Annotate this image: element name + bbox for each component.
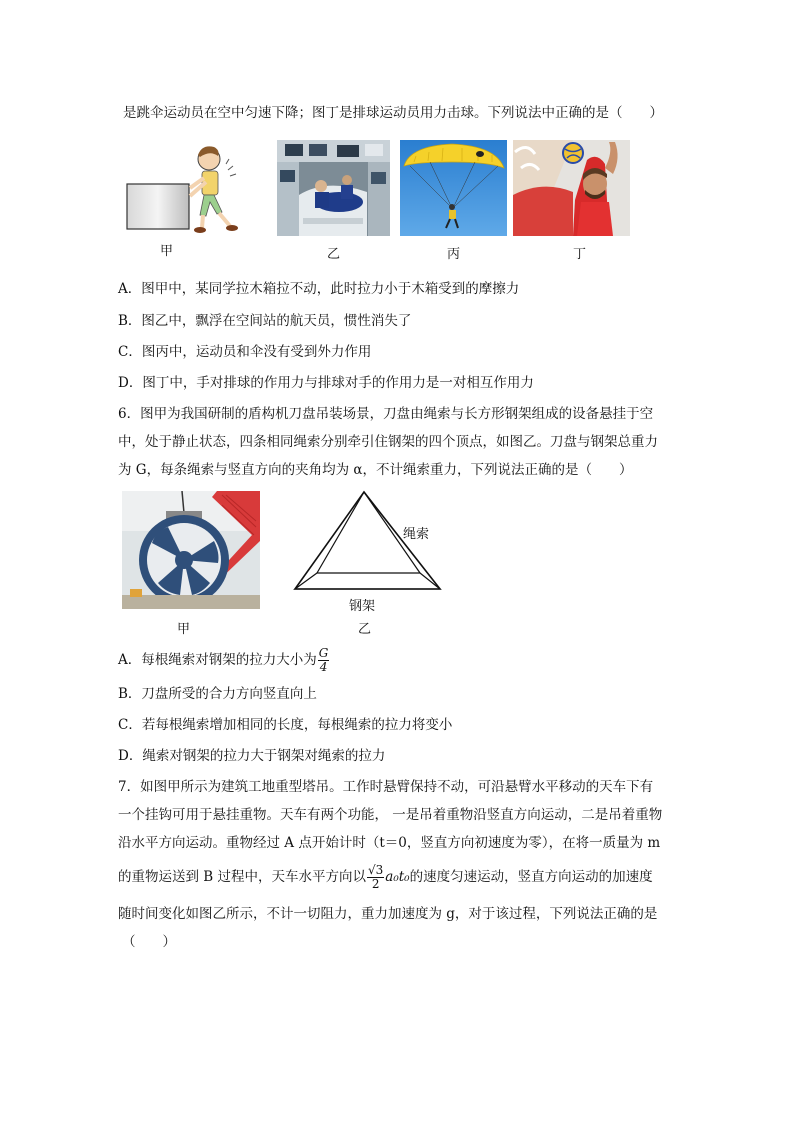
q7-stem-line-5: 随时间变化如图乙所示，不计一切阻力，重力加速度为 g，对于该过程，下列说法正确的是 bbox=[118, 906, 658, 922]
q7-line4-part-a: 的重物运送到 B 过程中，天车水平方向以 bbox=[118, 869, 367, 885]
label-frame: 钢架 bbox=[349, 599, 376, 614]
q7-stem-line-3: 沿水平方向运动。重物经过 A 点开始计时（t＝0，竖直方向初速度为零），在将一质量为 m bbox=[118, 835, 661, 851]
q6-stem-line-2: 中，处于静止状态，四条相同绳索分别牵引住钢架的四个顶点，如图乙。刀盘与钢架总重力 bbox=[118, 434, 658, 450]
q5-option-c[interactable]: C．图丙中，运动员和伞没有受到外力作用 bbox=[118, 344, 372, 360]
q5-option-b[interactable]: B．图乙中，飘浮在空间站的航天员，惯性消失了 bbox=[118, 313, 412, 329]
caption-yi: 乙 bbox=[327, 247, 341, 262]
caption-q6-yi: 乙 bbox=[358, 622, 372, 637]
q6-stem-line-1: 6．图甲为我国研制的盾构机刀盘吊装场景，刀盘由绳索与长方形钢架组成的设备悬挂于空 bbox=[118, 406, 654, 422]
caption-ding: 丁 bbox=[573, 247, 587, 262]
q5-option-d[interactable]: D．图丁中，手对排球的作用力与排球对手的作用力是一对相互作用力 bbox=[118, 375, 534, 391]
figure-bing-parachute bbox=[400, 140, 507, 236]
q5-option-a[interactable]: A．图甲中，某同学拉木箱拉不动，此时拉力小于木箱受到的摩擦力 bbox=[118, 281, 520, 297]
figure-yi-space-station bbox=[277, 140, 390, 236]
q6-option-d[interactable]: D．绳索对钢架的拉力大于钢架对绳索的拉力 bbox=[118, 748, 386, 764]
q5-stem: 是跳伞运动员在空中匀速下降；图丁是排球运动员用力击球。下列说法中正确的是（ ） bbox=[123, 105, 663, 121]
q6-option-c[interactable]: C．若每根绳索增加相同的长度，每根绳索的拉力将变小 bbox=[118, 717, 453, 733]
fraction-sqrt3-over-2: $\frac{√3}{2}$ bbox=[368, 863, 384, 891]
q7-line4-part-b: 的速度匀速运动，竖直方向运动的加速度 bbox=[409, 869, 653, 885]
q7-stem-line-2: 一个挂钩可用于悬挂重物。天车有两个功能， 一是吊着重物沿竖直方向运动，二是吊着重物 bbox=[118, 807, 663, 823]
q7-answer-parens[interactable]: （ ） bbox=[122, 934, 176, 950]
caption-bing: 丙 bbox=[447, 247, 461, 262]
symbol-a0t0: a₀t₀ bbox=[385, 869, 410, 885]
caption-jia: 甲 bbox=[160, 244, 174, 259]
q6-stem-line-3: 为 G，每条绳索与竖直方向的夹角均为 α，不计绳索重力，下列说法正确的是（ ） bbox=[118, 462, 633, 478]
figure-jia-box-push bbox=[122, 140, 252, 235]
q6-option-a[interactable] bbox=[118, 647, 330, 674]
caption-q6-jia: 甲 bbox=[177, 622, 191, 637]
figure-ding-volleyball bbox=[513, 140, 630, 236]
figure-q6-jia-cutterhead bbox=[122, 491, 260, 609]
pyramid-base-inner bbox=[295, 573, 440, 589]
q7-stem-line-4 bbox=[118, 864, 653, 891]
q6-option-a-text: A．每根绳索对钢架的拉力大小为 bbox=[118, 652, 317, 668]
q7-stem-line-1: 7．如图甲所示为建筑工地重型塔吊。工作时悬臂保持不动，可沿悬臂水平移动的天车下有 bbox=[118, 779, 654, 795]
q6-option-b[interactable]: B．刀盘所受的合力方向竖直向上 bbox=[118, 686, 317, 702]
figure-q6-yi-rope-diagram bbox=[290, 489, 450, 595]
label-rope: 绳索 bbox=[403, 527, 430, 542]
fraction-g-over-4: $\frac{G}{4}$ bbox=[318, 646, 329, 674]
